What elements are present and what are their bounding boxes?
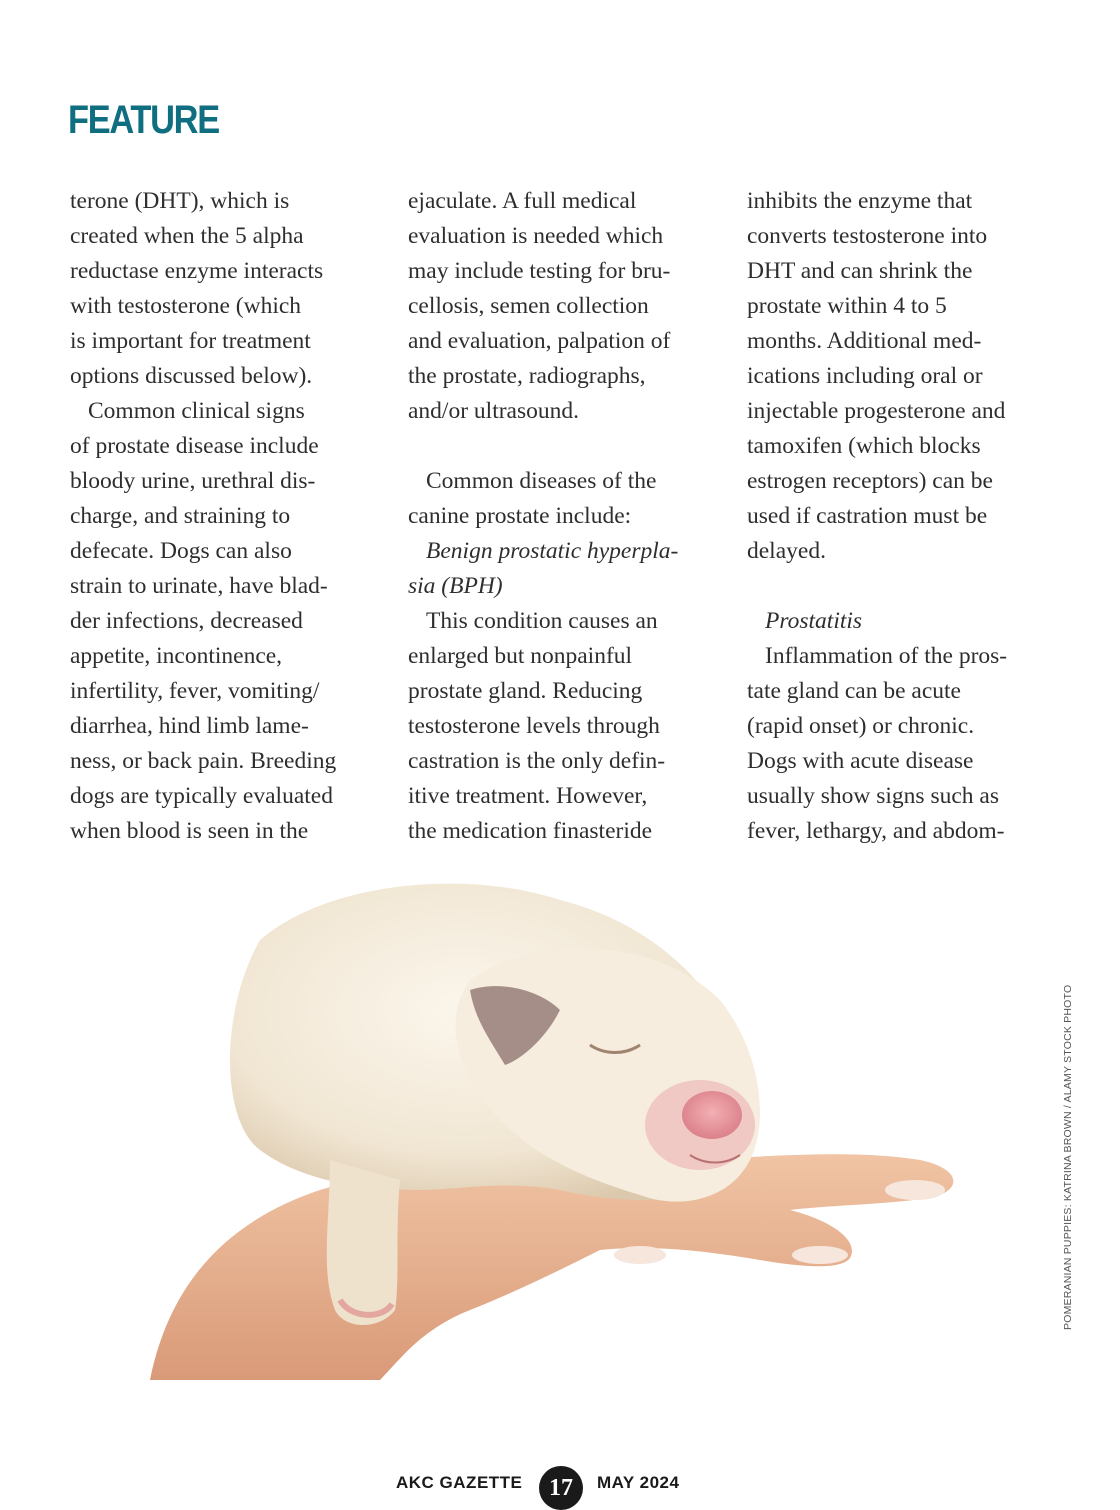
body-text-line: tamoxifen (which blocks [747,433,981,459]
body-text-line: when blood is seen in the [70,818,309,844]
body-text-line: of prostate disease include [70,433,319,459]
body-text-line: Common clinical signs [88,398,305,424]
body-text-line: and evaluation, palpation of [408,328,671,354]
body-text-line: DHT and can shrink the [747,258,973,284]
body-text-line: appetite, incontinence, [70,643,283,669]
body-text-line: diarrhea, hind limb lame- [70,713,309,739]
body-text-line: evaluation is needed which [408,223,664,249]
publication-name: AKC GAZETTE [396,1473,523,1492]
body-text-line: delayed. [747,538,826,564]
body-text-line: injectable progesterone and [747,398,1006,424]
body-text-line: the prostate, radiographs, [408,363,646,389]
body-text-line: reductase enzyme interacts [70,258,324,284]
body-text-line: prostate gland. Reducing [408,678,643,704]
body-text-line: testosterone levels through [408,713,660,739]
body-text-line: castration is the only defin- [408,748,666,774]
article-column-1 [70,184,390,849]
body-text-line: converts testosterone into [747,223,988,249]
page-footer [0,1466,1120,1506]
body-text-line: bloody urine, urethral dis- [70,468,316,494]
article-column-2 [408,184,728,849]
body-text-line: Common diseases of the [426,468,657,494]
body-text-line: and/or ultrasound. [408,398,579,424]
subhead-line: sia (BPH) [408,573,503,599]
body-text-line: used if castration must be [747,503,988,529]
puppy-in-hand-photo [0,860,1000,1380]
body-text-line: Inflammation of the pros- [765,643,1008,669]
body-text-line: strain to urinate, have blad- [70,573,328,599]
body-text-line: options discussed below). [70,363,313,389]
article-column-3 [747,184,1067,849]
section-heading: FEATURE [68,98,219,142]
body-text-line: canine prostate include: [408,503,632,529]
body-text-line: ications including oral or [747,363,983,389]
body-text-line: ejaculate. A full medical [408,188,637,214]
photo-credit: POMERANIAN PUPPIES: KATRINA BROWN / ALAMY STOCK PHOTO [1062,984,1074,1330]
body-text-line: charge, and straining to [70,503,291,529]
body-text-line: prostate within 4 to 5 [747,293,947,319]
body-text-line: terone (DHT), which is [70,188,290,214]
body-text-line: estrogen receptors) can be [747,468,993,494]
body-text-line: usually show signs such as [747,783,999,809]
subhead-line: Benign prostatic hyperpla- [426,538,679,564]
issue-date: MAY 2024 [597,1473,680,1492]
body-text-line: is important for treatment [70,328,311,354]
page-number: 17 [539,1466,583,1510]
body-text-line: ness, or back pain. Breeding [70,748,337,774]
body-text-line: dogs are typically evaluated [70,783,333,809]
body-text-line: Dogs with acute disease [747,748,974,774]
body-text-line: This condition causes an [426,608,658,634]
body-text-line: tate gland can be acute [747,678,961,704]
body-text-line: created when the 5 alpha [70,223,304,249]
body-text-line: defecate. Dogs can also [70,538,292,564]
paragraph-gap [408,429,728,464]
paragraph-gap [747,569,1067,604]
body-text-line: der infections, decreased [70,608,303,634]
body-text-line: itive treatment. However, [408,783,648,809]
body-text-line: enlarged but nonpainful [408,643,633,669]
body-text-line: (rapid onset) or chronic. [747,713,975,739]
body-text-line: with testosterone (which [70,293,302,319]
body-text-line: cellosis, semen collection [408,293,649,319]
body-text-line: infertility, fever, vomiting/ [70,678,320,704]
body-text-line: the medication finasteride [408,818,653,844]
body-text-line: inhibits the enzyme that [747,188,973,214]
subhead-line: Prostatitis [765,608,863,634]
body-text-line: fever, lethargy, and abdom- [747,818,1005,844]
body-text-line: may include testing for bru- [408,258,671,284]
body-text-line: months. Additional med- [747,328,982,354]
